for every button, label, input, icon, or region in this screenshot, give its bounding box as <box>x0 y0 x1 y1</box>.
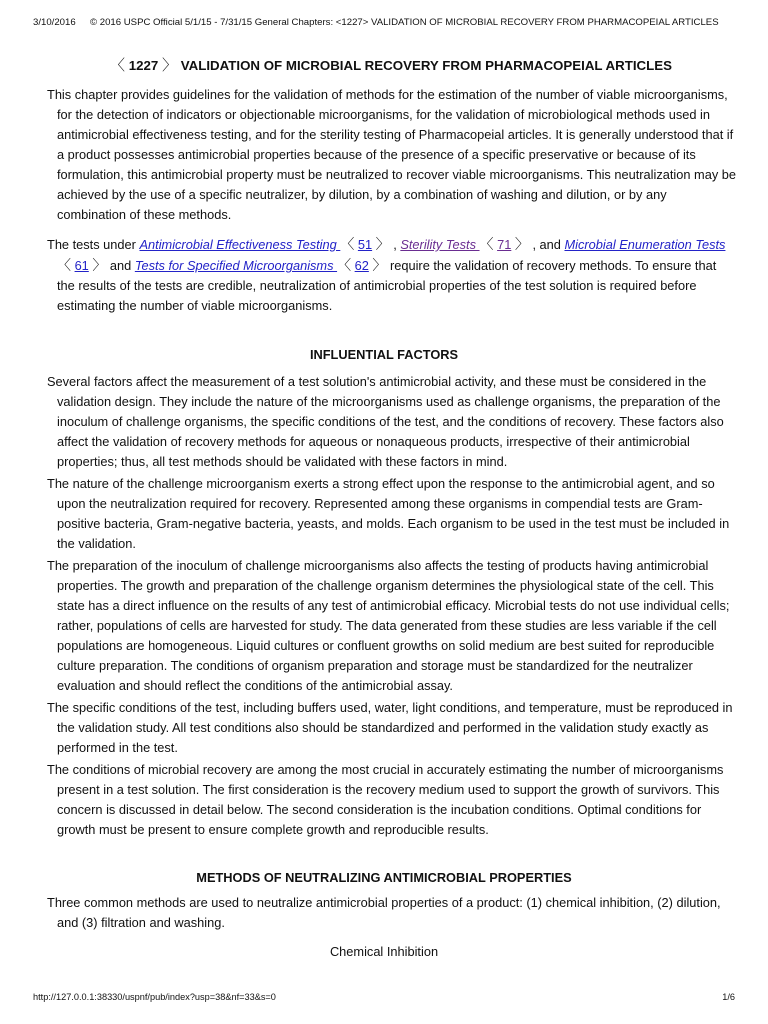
right-angle-bracket: 〉 <box>162 57 178 74</box>
intro-paragraph: This chapter provides guidelines for the validation of methods for the estimation of the number of viable microorganisms, for the detection of indicators or objectionable microorganisms, for the validation of microbiological methods used in antimicrobial effectiveness testing, and for the sterility testing of Pharmacopeial articles. It is generally understood that if a product possesses antimicrobial properties because of the presence of a specific preservative or because of its formulation, this antimicrobial property must be neutralized to recover viable microorganisms. This neutralization may be achieved by the use of a specific neutralizer, by dilution, by a combination of washing and dilution, or by any combination of these methods. <box>47 87 737 222</box>
left-angle-bracket: 〈 <box>110 57 126 74</box>
link-chapter-62[interactable]: 62 <box>354 258 369 273</box>
left-angle-bracket: 〈 <box>340 236 355 252</box>
link-antimicrobial-effectiveness-testing[interactable]: Antimicrobial Effectiveness Testing <box>139 237 341 252</box>
section-heading-neutralizing-methods: METHODS OF NEUTRALIZING ANTIMICROBIAL PROPERTIES <box>196 870 572 885</box>
methods-paragraph: Three common methods are used to neutralize antimicrobial properties of a product: (1) chemical inhibition, (2) dilution, and (3) filtration and washing. <box>47 895 721 930</box>
factors-paragraph-1: Several factors affect the measurement of a test solution's antimicrobial activity, and these must be considered in the validation design. They include the nature of the microorganisms used as challenge organisms, the preparation of the inoculum of challenge organisms, the specific conditions of the test, and the conditions of recovery. These factors also affect the validation of recovery methods for aqueous or nonaqueous products, irrespective of their antimicrobial properties; thus, all test methods should be validated with these factors in mind. <box>47 374 724 469</box>
link-sterility-tests[interactable]: Sterility Tests <box>400 237 480 252</box>
left-angle-bracket: 〈 <box>337 257 352 273</box>
tests-paragraph: The tests under Antimicrobial Effectiveness Testing 〈 51 〉 , Sterility Tests 〈 71 〉 , and Microbial Enumeration Tests 〈 61 〉 and Tests for Specified Microorganisms 〈 62 〉 require the validation of recovery methods. To ensure that the results of the tests are credible, neutralization of antimicrobial properties of the test solution is required before estimating the number of viable microorganisms. <box>47 236 726 313</box>
factors-paragraph-3: The preparation of the inoculum of challenge microorganisms also affects the testing of products having antimicrobial properties. The growth and preparation of the challenge organism determines the physiological state of the cell. This state has a direct influence on the results of any test of antimicrobial efficacy. Microbial tests do not use individual cells; rather, populations of cells are harvested for study. The data generated from these studies are less variable if the cell populations are homogeneous. Liquid cultures or confluent growths on solid medium are best suited for reproducible culture preparation. The conditions of organism preparation and storage must be standardized for the neutralizer evaluation and should reflect the conditions of the antimicrobial assay. <box>47 558 730 693</box>
link-chapter-71[interactable]: 71 <box>497 237 512 252</box>
print-footer <box>33 992 735 1002</box>
section-heading-influential-factors: INFLUENTIAL FACTORS <box>309 347 459 362</box>
factors-paragraph-2: The nature of the challenge microorganism exerts a strong effect upon the response to the antimicrobial agent, and so upon the neutralization required for recovery. Represented among these organisms in compendial tests are Gram-positive bacteria, Gram-negative bacteria, yeasts, and molds. Each organism to be used in the test must be included in the validation. <box>47 476 730 551</box>
print-date: 3/10/2016 <box>33 17 76 28</box>
link-chapter-61[interactable]: 61 <box>74 258 89 273</box>
chapter-title-text: VALIDATION OF MICROBIAL RECOVERY FROM PHARMACOPEIAL ARTICLES <box>180 58 672 73</box>
print-header <box>33 17 748 28</box>
chapter-number: 1227 <box>128 58 159 73</box>
link-chapter-51[interactable]: 51 <box>357 237 373 252</box>
chapter-title <box>0 56 768 76</box>
footer-url: http://127.0.0.1:38330/uspnf/pub/index?usp=38&nf=33&s=0 <box>33 992 276 1002</box>
left-angle-bracket: 〈 <box>57 257 71 273</box>
factors-paragraph-5: The conditions of microbial recovery are among the most crucial in accurately estimating the number of microorganisms present in a test solution. The first consideration is the recovery medium used to support the growth of survivors. This concern is discussed in detail below. The second consideration is the incubation conditions. Optimal conditions for growth must be present to ensure complete growth and reproducible results. <box>47 762 724 837</box>
left-angle-bracket: 〈 <box>479 236 494 252</box>
page-number: 1/6 <box>722 992 735 1002</box>
right-angle-bracket: 〉 <box>514 236 529 252</box>
link-tests-for-specified-microorganisms[interactable]: Tests for Specified Microorganisms <box>134 258 338 273</box>
right-angle-bracket: 〉 <box>375 236 390 252</box>
right-angle-bracket: 〉 <box>92 257 107 273</box>
subheading-chemical-inhibition: Chemical Inhibition <box>329 944 439 959</box>
print-title: © 2016 USPC Official 5/1/15 - 7/31/15 General Chapters: <1227> VALIDATION OF MICROBIAL RECOVERY FROM PHARMACOPEIAL ARTICLES <box>90 17 719 28</box>
link-microbial-enumeration-tests[interactable]: Microbial Enumeration Tests <box>564 237 726 252</box>
factors-paragraph-4: The specific conditions of the test, including buffers used, water, light conditions, and temperature, must be reproduced in the validation study. All test conditions also should be standardized and performed in the validation study exactly as performed in the test. <box>47 700 733 755</box>
document-body <box>0 56 768 962</box>
right-angle-bracket: 〉 <box>372 257 387 273</box>
